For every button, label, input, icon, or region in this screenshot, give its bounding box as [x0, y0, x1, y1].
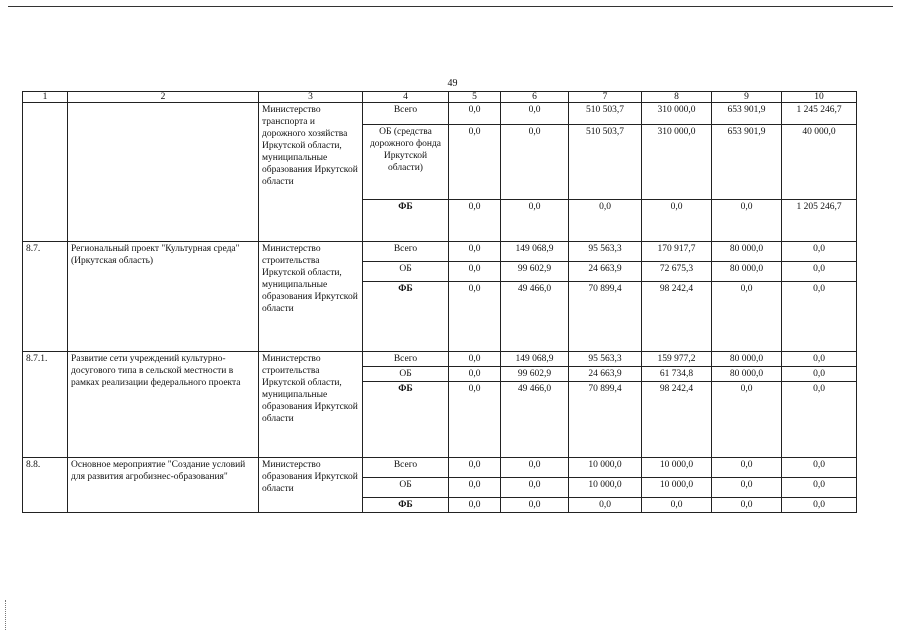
- cell-value: 0,0: [569, 200, 642, 242]
- row-code: 8.8.: [23, 458, 68, 513]
- header-row: [23, 92, 857, 103]
- col-header: 7: [569, 92, 642, 103]
- cell-value: 95 563,3: [569, 242, 642, 262]
- cell-value: 170 917,7: [642, 242, 712, 262]
- table-row: [23, 242, 857, 262]
- cell-value: 159 977,2: [642, 352, 712, 367]
- cell-value: 24 663,9: [569, 367, 642, 382]
- cell-value: 70 899,4: [569, 382, 642, 458]
- col-header: 6: [501, 92, 569, 103]
- cell-value: 10 000,0: [642, 458, 712, 478]
- cell-value: 49 466,0: [501, 282, 569, 352]
- cell-value: 40 000,0: [782, 125, 857, 200]
- cell-value: 0,0: [782, 242, 857, 262]
- funding-source: Всего: [363, 242, 449, 262]
- top-border-line: [8, 6, 893, 7]
- cell-value: 0,0: [449, 200, 501, 242]
- funding-source: ФБ: [363, 200, 449, 242]
- cell-value: 0,0: [712, 478, 782, 498]
- cell-value: 0,0: [712, 498, 782, 513]
- cell-value: 80 000,0: [712, 242, 782, 262]
- cell-value: 653 901,9: [712, 103, 782, 125]
- cell-value: 80 000,0: [712, 367, 782, 382]
- funding-source: ОБ: [363, 478, 449, 498]
- funding-source: ФБ: [363, 282, 449, 352]
- cell-value: 0,0: [449, 262, 501, 282]
- row-executor: Министерство строительства Иркутской области, муниципальные образования Иркутской области: [259, 352, 363, 458]
- cell-value: 149 068,9: [501, 242, 569, 262]
- row-executor: Министерство образования Иркутской области: [259, 458, 363, 513]
- funding-source: Всего: [363, 103, 449, 125]
- row-name: [68, 103, 259, 242]
- cell-value: 98 242,4: [642, 382, 712, 458]
- cell-value: 80 000,0: [712, 352, 782, 367]
- cell-value: 1 205 246,7: [782, 200, 857, 242]
- cell-value: 0,0: [449, 125, 501, 200]
- row-code: [23, 103, 68, 242]
- cell-value: 0,0: [449, 498, 501, 513]
- cell-value: 0,0: [449, 352, 501, 367]
- cell-value: 10 000,0: [569, 458, 642, 478]
- cell-value: 0,0: [501, 125, 569, 200]
- budget-table: [22, 91, 857, 513]
- cell-value: 80 000,0: [712, 262, 782, 282]
- col-header: 5: [449, 92, 501, 103]
- row-name: Развитие сети учреждений культурно-досугового типа в сельской местности в рамках реализации федерального проекта: [68, 352, 259, 458]
- row-name: Региональный проект "Культурная среда" (Иркутская область): [68, 242, 259, 352]
- cell-value: 0,0: [501, 498, 569, 513]
- cell-value: 0,0: [501, 200, 569, 242]
- cell-value: 0,0: [569, 498, 642, 513]
- cell-value: 310 000,0: [642, 125, 712, 200]
- funding-source: ФБ: [363, 498, 449, 513]
- funding-source: ОБ: [363, 262, 449, 282]
- cell-value: 510 503,7: [569, 125, 642, 200]
- table-row: [23, 103, 857, 125]
- cell-value: 49 466,0: [501, 382, 569, 458]
- cell-value: 0,0: [449, 242, 501, 262]
- funding-source: Всего: [363, 352, 449, 367]
- cell-value: 0,0: [782, 498, 857, 513]
- row-name: Основное мероприятие "Создание условий для развития агробизнес-образования": [68, 458, 259, 513]
- cell-value: 653 901,9: [712, 125, 782, 200]
- table-row: [23, 458, 857, 478]
- table-row: [23, 352, 857, 367]
- cell-value: 0,0: [782, 478, 857, 498]
- page-number: 49: [447, 78, 458, 89]
- cell-value: 0,0: [782, 352, 857, 367]
- cell-value: 0,0: [712, 458, 782, 478]
- row-executor: Министерство транспорта и дорожного хозяйства Иркутской области, муниципальные образования Иркутской области: [259, 103, 363, 242]
- cell-value: 0,0: [642, 498, 712, 513]
- cell-value: 61 734,8: [642, 367, 712, 382]
- cell-value: 98 242,4: [642, 282, 712, 352]
- funding-source: ОБ (средства дорожного фонда Иркутской области): [363, 125, 449, 200]
- cell-value: 70 899,4: [569, 282, 642, 352]
- cell-value: 0,0: [782, 382, 857, 458]
- cell-value: 0,0: [501, 478, 569, 498]
- cell-value: 0,0: [449, 382, 501, 458]
- row-code: 8.7.: [23, 242, 68, 352]
- cell-value: 0,0: [642, 200, 712, 242]
- cell-value: 310 000,0: [642, 103, 712, 125]
- cell-value: 0,0: [449, 367, 501, 382]
- cell-value: 99 602,9: [501, 262, 569, 282]
- col-header: 3: [259, 92, 363, 103]
- cell-value: 0,0: [712, 282, 782, 352]
- col-header: 10: [782, 92, 857, 103]
- cell-value: 95 563,3: [569, 352, 642, 367]
- cell-value: 1 245 246,7: [782, 103, 857, 125]
- cell-value: 0,0: [449, 478, 501, 498]
- funding-source: ФБ: [363, 382, 449, 458]
- cell-value: 72 675,3: [642, 262, 712, 282]
- cell-value: 510 503,7: [569, 103, 642, 125]
- cell-value: 0,0: [449, 282, 501, 352]
- row-executor: Министерство строительства Иркутской области, муниципальные образования Иркутской области: [259, 242, 363, 352]
- funding-source: ОБ: [363, 367, 449, 382]
- col-header: 9: [712, 92, 782, 103]
- col-header: 4: [363, 92, 449, 103]
- row-code: 8.7.1.: [23, 352, 68, 458]
- cell-value: 0,0: [782, 367, 857, 382]
- funding-source: Всего: [363, 458, 449, 478]
- cell-value: 0,0: [782, 262, 857, 282]
- cell-value: 0,0: [712, 382, 782, 458]
- cell-value: 99 602,9: [501, 367, 569, 382]
- cell-value: 0,0: [449, 458, 501, 478]
- cell-value: 0,0: [501, 103, 569, 125]
- cell-value: 24 663,9: [569, 262, 642, 282]
- cell-value: 10 000,0: [569, 478, 642, 498]
- cell-value: 10 000,0: [642, 478, 712, 498]
- cell-value: 0,0: [449, 103, 501, 125]
- col-header: 8: [642, 92, 712, 103]
- cell-value: 0,0: [712, 200, 782, 242]
- cell-value: 0,0: [782, 458, 857, 478]
- cell-value: 0,0: [501, 458, 569, 478]
- cell-value: 0,0: [782, 282, 857, 352]
- col-header: 1: [23, 92, 68, 103]
- cell-value: 149 068,9: [501, 352, 569, 367]
- scan-margin-dots: [5, 600, 8, 630]
- col-header: 2: [68, 92, 259, 103]
